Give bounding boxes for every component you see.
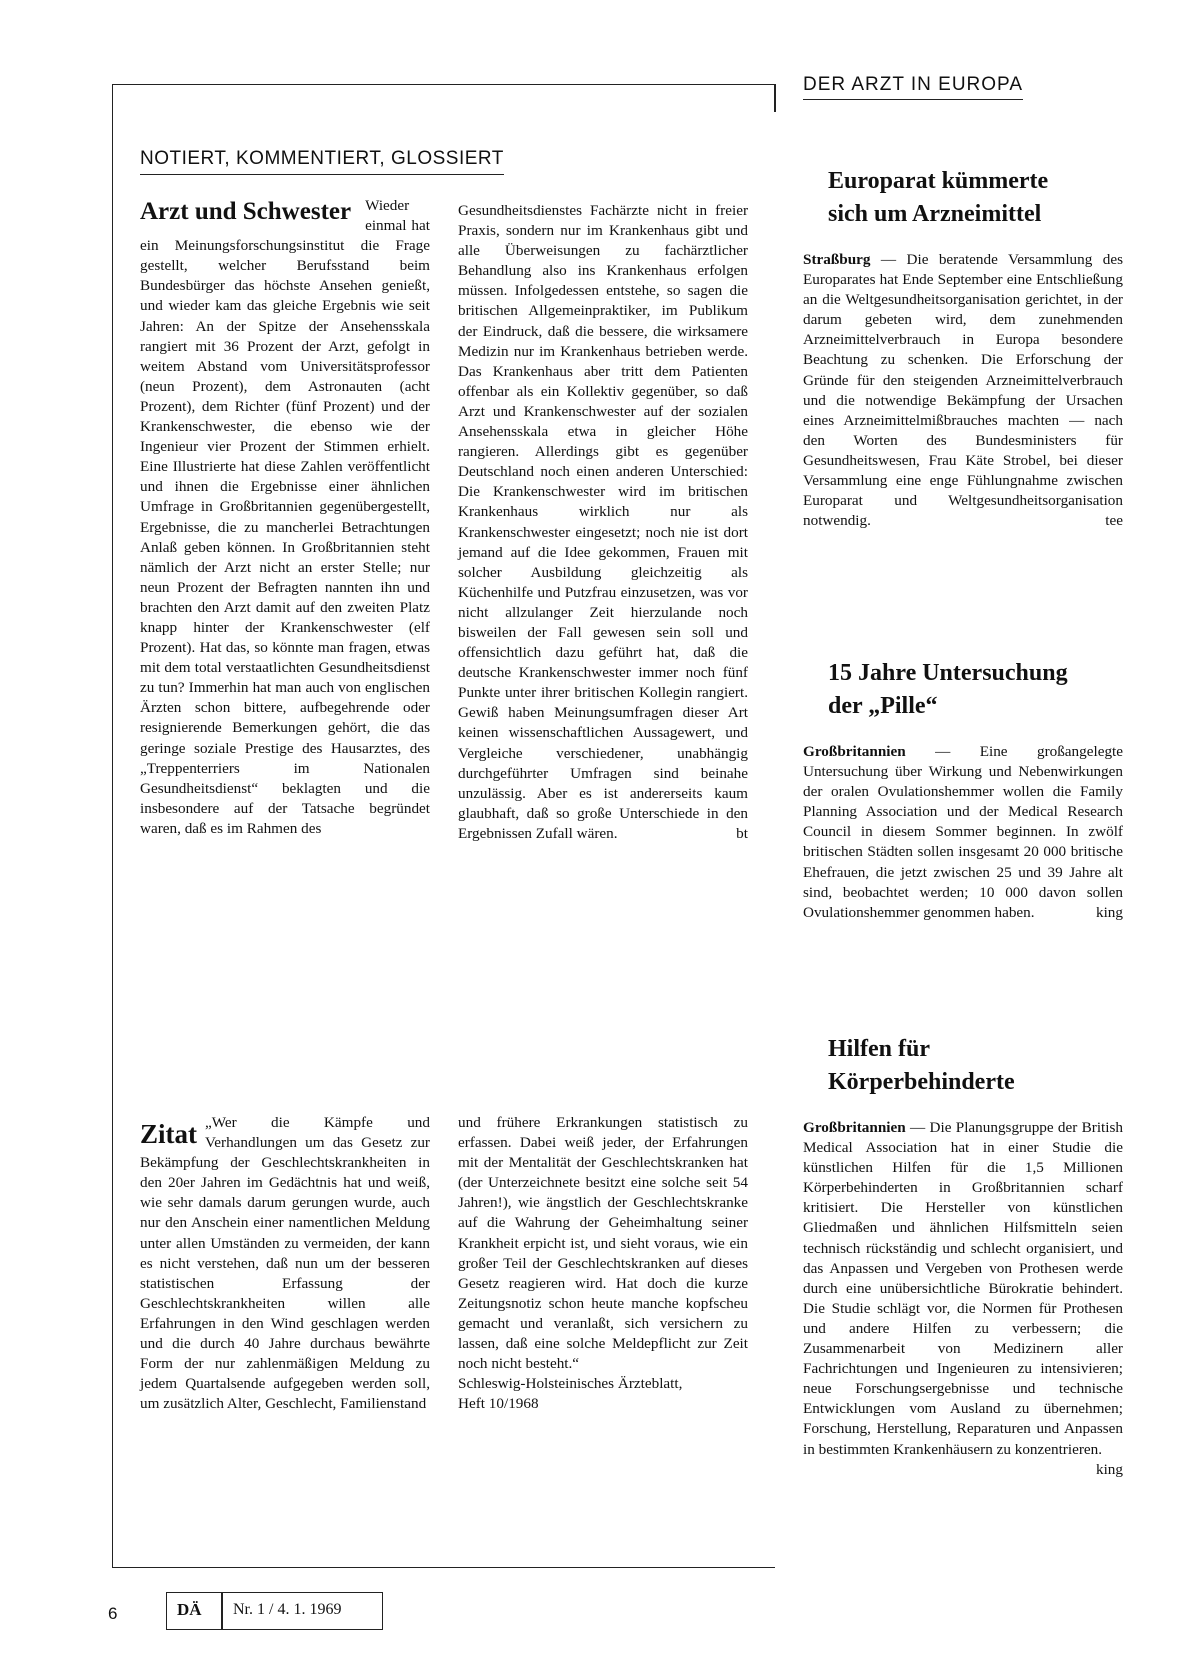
article-arzt-col1 <box>140 196 430 839</box>
article-zitat-col2 <box>458 1113 748 1414</box>
article-zitat-col1 <box>140 1113 430 1414</box>
article-zitat-text2: und frühere Erkrankungen statistisch zu erfassen. Dabei weiß jeder, der Erfahrungen mit der Mentalität der Geschlechtskranken hat (der Unterzeichnete besitzt eine solche seit 54 Jahren!), wie ängstlich der Geschlechtskranke auf die Wahrung der Geheimhaltung seiner Krankheit erpicht ist, und sieht voraus, wie ein großer Teil der Geschlechtskranken auf dieses Gesetz reagieren wird. Hat doch die kurze Zeitungsnotiz schon heute manche kopfscheu gemacht und veranlaßt, sich versichern zu lassen, daß eine solche Meldepflicht zur Zeit noch nicht besteht.“ <box>458 1114 748 1373</box>
right-article3-headline-line1: Hilfen für <box>828 1036 930 1062</box>
right-article1-headline-line1: Europarat kümmerte <box>828 168 1049 194</box>
article-arzt-text1: Wieder einmal hat ein Meinungsforschungsinstitut die Frage gestellt, welcher Berufsstand beim Bundesbürger das höchste Ansehen genießt, und wieder kam das gleiche Ergebnis wie seit Jahren: An der Spitze der Ansehensskala rangiert mit 36 Prozent der Arzt, gefolgt in weitem Abstand vom Universitätsprofessor (neun Prozent), dem Astronauten (acht Prozent), dem Richter (fünf Prozent) und der Krankenschwester, die ebenso wie der Ingenieur vier Prozent der Stimmen erhielt. Eine Illustrierte hat diese Zahlen veröffentlicht und ihnen die Ergebnisse einer ähnlichen Umfrage in Großbritannien gegenübergestellt, Ergebnisse, die zu mancherlei Betrachtungen Anlaß geben können. In Großbritannien steht nämlich der Arzt nicht an erster Stelle; nur neun Prozent der Befragten nannten ihn und brachten den Arzt damit auf den zweiten Platz knapp hinter der Krankenschwester (elf Prozent). Hat das, so könnte man fragen, etwas mit dem total verstaatlichten Gesundheitsdienst zu tun? Immerhin hat man auch von englischen Ärzten schon bittere, aufbegehrende oder resignierende Bemerkungen gehört, die das geringe soziale Prestige des Hausarztes, des „Treppenterriers im Nationalen Gesundheitsdienst“ beklagten und die insbesondere auf der Tatsache begründet waren, daß es im Rahmen des <box>140 197 430 837</box>
footer-issue-box <box>166 1592 383 1630</box>
article-zitat-text1: „Wer die Kämpfe und Verhandlungen um das Gesetz zur Bekämpfung der Geschlechtskrankheiten in den 20er Jahren im Gedächtnis hat und weiß, wie sehr damals darum gerungen wurde, auch nur den Anschein einer namentlichen Meldung unter allen Umständen zu vermeiden, der kann es nicht verstehen, daß nun um der besseren statistischen Erfassung der Geschlechtskrankheiten willen alle Erfahrungen in den Wind geschlagen werden und die durch 40 Jahre durchaus bewährte Form der nur zahlenmäßigen Meldung zu jedem Quartalsende aufgegeben werden soll, um zusätzlich Alter, Geschlecht, Familienstand <box>140 1114 430 1413</box>
right-article3-headline-line2: Körperbehinderte <box>828 1069 1015 1095</box>
journal-logo: DÄ <box>177 1600 202 1619</box>
issue-label: Nr. 1 / 4. 1. 1969 <box>233 1601 342 1618</box>
article-arzt-signature: bt <box>736 824 748 842</box>
right-article2-body <box>803 742 1123 923</box>
right-article1-text: — Die beratende Versammlung des Europarates hat Ende September eine Entschließung an die Weltgesundheitsorganisation gerichtet, in der darum gebeten wird, dem zunehmenden Arzneimittelverbrauch in Europa besondere Beachtung zu schenken. Die Erforschung der Gründe für den steigenden Arzneimittelverbrauch und die notwendige Bekämpfung der Ursachen eines Arzneimittelmißbrauches machten — nach den Worten des Bundesministers für Gesundheitswesen, Frau Käte Strobel, bei dieser Versammlung eine enge Fühlungnahme zwischen Europarat und Weltgesundheitsorganisation notwendig. <box>803 251 1123 530</box>
section-rubric-left: NOTIERT, KOMMENTIERT, GLOSSIERT <box>140 148 504 175</box>
page-number: 6 <box>108 1604 118 1623</box>
right-article3-text: — Die Planungsgruppe der British Medical Association hat in einer Studie die künstlichen Hilfen für die 1,5 Millionen Körperbehinderten in Großbritannien scharf kritisiert. Die Hersteller von künstlichen Gliedmaßen und ähnlichen Hilfsmitteln seien technisch rückständig und schlecht organisiert, und das Anpassen und Vergeben von Prothesen werde durch eine unübersichtliche Bürokratie behindert. Die Studie schlägt vor, die Normen für Prothesen und andere Hilfen zu verbessern; die Zusammenarbeit von Medizinern aller Fachrichtungen und Ingenieuren zu intensivieren; neue Forschungsergebnisse und technische Entwicklungen vom Ausland zu übernehmen; Forschung, Herstellung, Reparaturen und Anpassen in bestimmten Krankenhäusern zu konzentrieren. <box>803 1119 1123 1458</box>
footer-divider <box>221 1593 223 1629</box>
article-zitat-source2: Heft 10/1968 <box>458 1395 539 1413</box>
right-article2-text: — Eine großangelegte Untersuchung über Wirkung und Nebenwirkungen der oralen Ovulationshemmer wollen die Family Planning Association und der Medical Research Council in diesem Sommer beginnen. In zwölf britischen Städten sollen insgesamt 20 000 britische Ehefrauen, die jetzt zwischen 25 und 39 Jahre alt sind, beobachtet werden; 10 000 davon sollen Ovulationshemmer genommen haben. <box>803 743 1123 921</box>
right-article2-signature: king <box>1095 903 1123 921</box>
right-article3-headline <box>828 1033 1015 1099</box>
right-article1-headline-line2: sich um Arzneimittel <box>828 201 1042 227</box>
right-article2-place: Großbritannien <box>803 743 906 760</box>
article-arzt-col2 <box>458 201 748 844</box>
article-zitat-source1: Schleswig-Holsteinisches Ärzteblatt, <box>458 1375 683 1393</box>
right-article3-place: Großbritannien <box>803 1119 906 1136</box>
section-rubric-right: DER ARZT IN EUROPA <box>803 74 1023 100</box>
frame-tick <box>774 84 776 112</box>
right-article2-headline <box>828 657 1068 723</box>
right-article1-headline <box>828 165 1048 231</box>
right-article3-signature: king <box>1095 1460 1123 1478</box>
right-article1-signature: tee <box>1105 512 1123 530</box>
right-article1-place: Straßburg <box>803 251 871 268</box>
right-article2-headline-line1: 15 Jahre Untersuchung <box>828 660 1068 686</box>
right-article2-headline-line2: der „Pille“ <box>828 693 938 719</box>
right-article3-body <box>803 1118 1123 1480</box>
article-arzt-headline: Arzt und Schwester <box>140 198 352 225</box>
article-arzt-text2: Gesundheitsdienstes Fachärzte nicht in freier Praxis, sondern nur im Krankenhaus gibt und alle Überweisungen zu fachärztlicher Behandlung also ins Krankenhaus erfolgen müssen. Infolgedessen entstehe, so sagen die britischen Allgemeinpraktiker, im Publikum der Eindruck, daß die bessere, die wirksamere Medizin nur im Krankenhaus betrieben werde. Das Krankenhaus aber tritt dem Patienten offenbar als ein Kollektiv gegenüber, so daß Arzt und Krankenschwester auf der sozialen Ansehensskala etwa in gleicher Höhe rangieren. Allerdings gibt es gegenüber Deutschland noch einen anderen Unterschied: Die Krankenschwester wird im britischen Krankenhaus wirklich nur als Krankenschwester eingesetzt; noch nie ist dort jemand auf die Idee gekommen, Frauen mit solcher Ausbildung gleichzeitig als Küchenhilfe und Putzfrau einzusetzen, was vor nicht allzulanger Zeit hierzulande noch bisweilen der Fall gewesen sein soll und offensichtlich dazu geführt hat, daß die deutsche Krankenschwester immer noch fünf Punkte unter ihrer britischen Kollegin rangiert. Gewiß haben Meinungsumfragen dieser Art keinen wissenschaftlichen Aussagewert, und Vergleiche verschiedener, unabhängig durchgeführter Umfragen sind beinahe unzulässig. Aber es ist andererseits kaum glaubhaft, daß so große Unterschiede in den Ergebnissen Zufall wären. <box>458 202 748 842</box>
article-zitat-headline: Zitat <box>140 1119 197 1149</box>
right-article1-body <box>803 250 1123 531</box>
